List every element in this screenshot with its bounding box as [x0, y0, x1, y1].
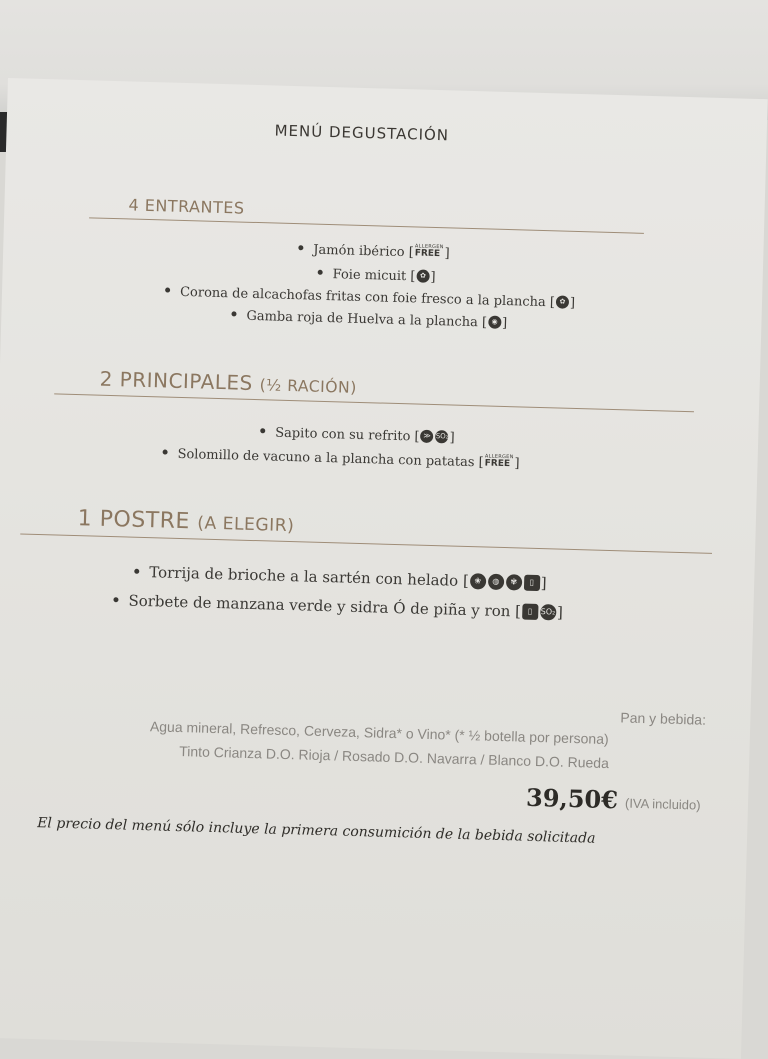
- sulphites-icon: SO₂: [435, 430, 448, 443]
- nuts-icon: ❀: [470, 573, 486, 589]
- menu-item: Torrija de brioche a la sartén con helado [ ❀ ◍ ✾ ▯ ]: [134, 563, 547, 593]
- section-heading-principales: [99, 367, 357, 398]
- price-tax-note: (IVA incluido): [624, 795, 701, 813]
- gluten-icon: ✾: [506, 574, 522, 590]
- bullet-icon: [318, 270, 323, 275]
- drinks-line-1: Agua mineral, Refresco, Cerveza, Sidra* o Vino* (* ½ botella por persona): [149, 718, 609, 748]
- crustacean-icon: ◉: [488, 316, 501, 329]
- lupin-icon: ✿: [556, 295, 569, 308]
- menu-page: [0, 78, 768, 1059]
- bullet-icon: [163, 449, 168, 454]
- menu-item: Gamba roja de Huelva a la plancha [ ◉ ]: [231, 308, 507, 331]
- section-heading-postre: [77, 506, 294, 537]
- allergen-free-icon: ALLERGEN FREE: [414, 242, 444, 259]
- bullet-icon: [231, 311, 236, 316]
- section-subtitle: (A ELEGIR): [197, 513, 295, 537]
- section-title: 4 ENTRANTES: [128, 195, 245, 218]
- lupin-icon: ✿: [416, 269, 429, 282]
- bullet-icon: [113, 597, 118, 602]
- section-divider: [20, 534, 712, 554]
- section-heading-entrantes: [128, 195, 245, 217]
- menu-item: Jamón ibérico [ ALLERGEN FREE ]: [298, 242, 450, 261]
- bullet-icon: [260, 428, 265, 433]
- menu-title: MENÚ DEGUSTACIÓN: [274, 121, 450, 145]
- drinks-line-2: Tinto Crianza D.O. Rioja / Rosado D.O. Navarra / Blanco D.O. Rueda: [179, 743, 610, 772]
- bullet-icon: [298, 245, 303, 250]
- bullet-icon: [134, 568, 139, 573]
- section-divider: [54, 393, 694, 412]
- menu-item: Corona de alcachofas fritas con foie fresco a la plancha [ ✿ ]: [165, 284, 575, 310]
- section-subtitle: (½ RACIÓN): [259, 376, 358, 397]
- fish-icon: ≫: [420, 430, 433, 443]
- section-divider: [89, 217, 644, 233]
- milk-icon: ▯: [522, 604, 538, 620]
- milk-icon: ▯: [524, 575, 540, 591]
- section-title: 1 POSTRE: [77, 506, 191, 535]
- menu-price: 39,50€: [525, 782, 619, 815]
- menu-item: Foie micuit [ ✿ ]: [317, 267, 435, 285]
- menu-disclaimer: El precio del menú sólo incluye la primera consumición de la bebida solicitada: [36, 815, 596, 847]
- menu-item: Sapito con su refrito [ ≫ SO₂]: [260, 425, 455, 445]
- menu-item: Solomillo de vacuno a la plancha con patatas [ ALLERGEN FREE ]: [162, 446, 519, 471]
- drinks-heading: Pan y bebida:: [620, 709, 707, 728]
- section-title: 2 PRINCIPALES: [99, 366, 254, 395]
- menu-item: Sorbete de manzana verde y sidra Ó de piña y ron [ ▯ SO₂]: [113, 591, 563, 622]
- sulphites-icon: SO₂: [540, 604, 556, 620]
- egg-icon: ◍: [488, 574, 504, 590]
- bullet-icon: [165, 287, 170, 292]
- allergen-free-icon: ALLERGEN FREE: [484, 452, 514, 469]
